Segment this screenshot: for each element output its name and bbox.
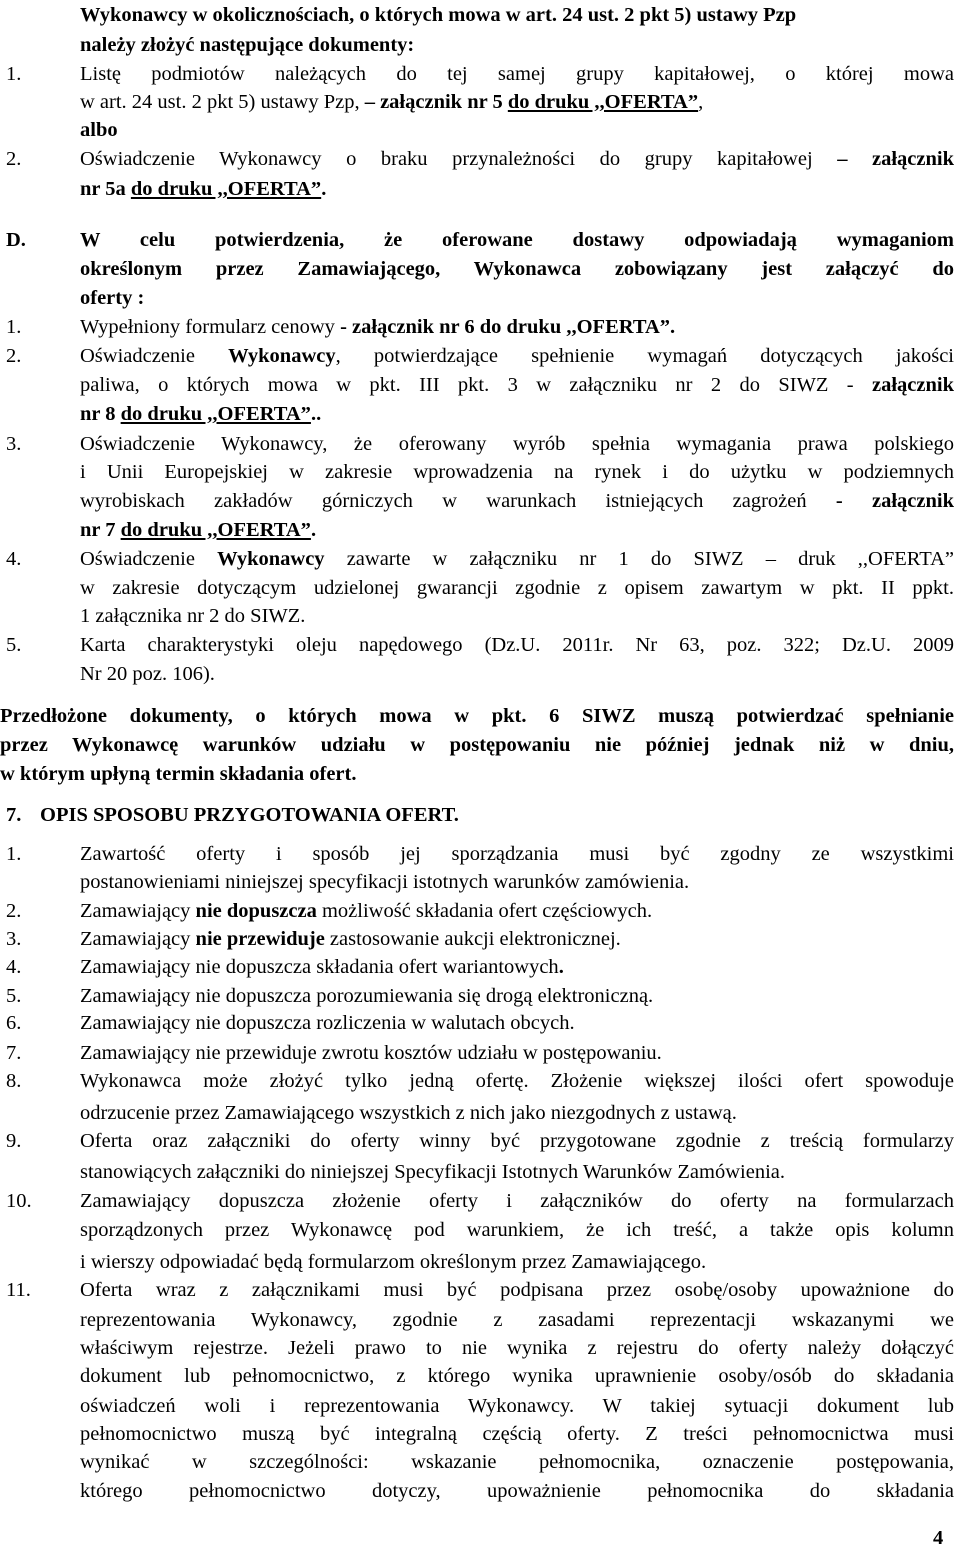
list-number: 6.: [6, 1012, 22, 1034]
line-text: [80, 516, 954, 545]
line-text: [80, 1420, 954, 1449]
list-number: 1.: [6, 843, 22, 865]
text-run: - załącznik: [835, 490, 954, 512]
line-text: [80, 175, 954, 204]
list-number: 2.: [6, 345, 22, 367]
text-run: stanowiących załączniki do niniejszej Specyfikacji Istotnych Warunków Zamówienia.: [80, 1161, 785, 1183]
text-run: Zamawiający: [80, 928, 196, 950]
line-text: [80, 60, 954, 89]
list-number: 7.: [6, 1042, 22, 1064]
line-text: [80, 1009, 954, 1038]
text-run: .: [321, 178, 327, 200]
text-run: Oświadczenie Wykonawcy, że oferowany wyrób spełnia wymagania prawa polskiego: [80, 433, 954, 455]
line-text: [80, 31, 954, 60]
list-number: 1.: [6, 316, 22, 338]
text-run: należy złożyć następujące dokumenty:: [80, 34, 415, 56]
line-text: [80, 313, 954, 342]
text-run: do druku ,,OFERTA”: [130, 178, 322, 200]
list-number: 4.: [6, 956, 22, 978]
list-number: 3.: [6, 433, 22, 455]
text-run: nie dopuszcza: [195, 900, 317, 922]
text-run: Oferta oraz załączniki do oferty winny być przygotowane zgodnie z treścią formularzy: [80, 1130, 954, 1152]
line-text: [0, 760, 954, 789]
text-run: reprezentowania Wykonawcy, zgodnie z zasadami reprezentacji wskazanymi we: [80, 1309, 954, 1331]
line-text: [80, 342, 954, 371]
page-number: 4: [933, 1527, 944, 1549]
text-run: 1 załącznika nr 2 do SIWZ.: [80, 605, 306, 627]
line-text: [80, 953, 954, 982]
text-run: załącznik: [872, 374, 954, 396]
text-run: Wykonawcy: [217, 548, 325, 570]
text-run: Zamawiający nie przewiduje zwrotu kosztów udziału w postępowaniu.: [80, 1042, 662, 1064]
text-run: pełnomocnictwo muszą być integralną częścią oferty. Z treści pełnomocnictwa musi: [80, 1423, 954, 1445]
text-run: Zawartość oferty i sposób jej sporządzania musi być zgodny ze wszystkimi: [80, 843, 954, 865]
text-run: przez Wykonawcę warunków udziału w postępowaniu nie później jednak niż w dniu,: [0, 734, 954, 756]
text-run: W celu potwierdzenia, że oferowane dostawy odpowiadają wymaganiom: [80, 229, 954, 251]
list-number: 5.: [6, 985, 22, 1007]
line-text: [80, 116, 954, 145]
text-run: Oświadczenie: [80, 548, 218, 570]
text-run: Zamawiający dopuszcza złożenie oferty i załączników do oferty na formularzach: [80, 1190, 954, 1212]
text-run: w którym upłyną termin składania ofert.: [0, 763, 357, 785]
list-number: 2.: [6, 148, 22, 170]
text-run: Wykonawcy: [228, 345, 336, 367]
line-text: [80, 487, 954, 516]
text-run: Oświadczenie Wykonawcy o braku przynależności do grupy kapitałowej: [80, 148, 838, 170]
text-run: .: [310, 519, 317, 541]
text-run: ..: [310, 403, 322, 425]
line-text: [80, 602, 954, 631]
text-run: oświadczeń woli i reprezentowania Wykonawcy. W takiej sytuacji dokument lub: [80, 1395, 954, 1417]
text-run: – załącznik nr 5: [364, 91, 508, 113]
line-text: [80, 1039, 954, 1068]
text-run: albo: [80, 119, 118, 141]
line-text: [80, 982, 954, 1011]
text-run: właściwym rejestrze. Jeżeli prawo to nie wynika z rejestru do oferty należy dołączyć: [80, 1337, 954, 1359]
text-run: Oferta wraz z załącznikami musi być podpisana przez osobę/osoby upoważnione do: [80, 1279, 954, 1301]
line-text: [80, 1067, 954, 1096]
line-text: [80, 545, 954, 574]
text-run: - załącznik nr 6 do druku ,,OFERTA”.: [340, 316, 676, 338]
text-run: odrzucenie przez Zamawiającego wszystkich z nich jako niezgodnych z ustawą.: [80, 1102, 737, 1124]
line-text: [80, 1158, 954, 1187]
list-number: 8.: [6, 1070, 22, 1092]
text-run: Listę podmiotów należących do tej samej grupy kapitałowej, o której mowa: [80, 63, 954, 85]
text-run: oferty :: [80, 287, 145, 309]
text-run: Zamawiający nie dopuszcza składania ofert wariantowych: [80, 956, 559, 978]
list-number: 7.: [6, 804, 22, 826]
text-run: nr 8: [80, 403, 121, 425]
line-text: [80, 1306, 954, 1335]
list-number: 3.: [6, 928, 22, 950]
text-run: w zakresie dotyczącym udzielonej gwarancji zgodnie z opisem zawartym w pkt. II ppkt.: [80, 577, 954, 599]
text-run: Karta charakterystyki oleju napędowego (Dz.U. 2011r. Nr 63, poz. 322; Dz.U. 2009: [80, 634, 954, 656]
text-run: Zamawiający: [80, 900, 196, 922]
line-text: [80, 897, 954, 926]
text-run: .: [558, 956, 564, 978]
line-text: [0, 731, 954, 760]
line-text: [80, 371, 954, 400]
line-text: [80, 400, 954, 429]
list-number: 9.: [6, 1130, 22, 1152]
text-run: Zamawiający nie dopuszcza rozliczenia w walutach obcych.: [80, 1012, 575, 1034]
line-text: [0, 702, 954, 731]
text-run: nie przewiduje: [195, 928, 325, 950]
list-number: 11.: [6, 1279, 31, 1301]
line-text: [80, 1362, 954, 1391]
line-text: [80, 1276, 954, 1305]
text-run: – załącznik: [837, 148, 954, 170]
line-text: [80, 1477, 954, 1506]
text-run: wyrobiskach zakładów górniczych w warunkach istniejących zagrożeń: [80, 490, 836, 512]
text-run: Przedłożone dokumenty, o których mowa w pkt. 6 SIWZ muszą potwierdzać spełnianie: [0, 705, 954, 727]
line-text: [80, 430, 954, 459]
text-run: zastosowanie aukcji elektronicznej.: [324, 928, 621, 950]
text-run: wynikać w szczególności: wskazanie pełnomocnika, oznaczenie postępowania,: [80, 1451, 954, 1473]
text-run: dokument lub pełnomocnictwo, z którego wynika uprawnienie osoby/osób do składania: [80, 1365, 954, 1387]
line-text: [80, 574, 954, 603]
line-text: [80, 458, 954, 487]
text-run: Oświadczenie: [80, 345, 229, 367]
line-text: [80, 1448, 954, 1477]
list-number: 4.: [6, 548, 22, 570]
list-number: 10.: [6, 1190, 32, 1212]
line-text: [80, 1127, 954, 1156]
text-run: do druku ,,OFERTA”: [120, 403, 311, 425]
text-run: postanowieniami niniejszej specyfikacji istotnych warunków zamówienia.: [80, 871, 690, 893]
text-run: , potwierdzające spełnienie wymagań dotyczących jakości: [335, 345, 954, 367]
list-number: D.: [6, 229, 26, 251]
text-run: nr 5a: [80, 178, 131, 200]
line-text: [80, 284, 954, 313]
line-text: [80, 255, 954, 284]
line-text: [80, 1392, 954, 1421]
line-text: [80, 840, 954, 869]
text-run: OPIS SPOSOBU PRZYGOTOWANIA OFERT.: [40, 804, 459, 826]
text-run: Nr 20 poz. 106).: [80, 663, 215, 685]
text-run: możliwość składania ofert częściowych.: [316, 900, 653, 922]
line-text: [80, 1099, 954, 1128]
line-text: [40, 801, 954, 830]
text-run: zawarte w załączniku nr 1 do SIWZ – druk ,,OFERTA”: [324, 548, 954, 570]
text-run: Zamawiający nie dopuszcza porozumiewania się drogą elektroniczną.: [80, 985, 654, 1007]
text-run: w art. 24 ust. 2 pkt 5) ustawy Pzp,: [80, 91, 365, 113]
list-number: 2.: [6, 900, 22, 922]
text-run: Wypełniony formularz cenowy: [80, 316, 341, 338]
line-text: [80, 660, 954, 689]
line-text: [80, 1216, 954, 1245]
text-run: paliwa, o których mowa w pkt. III pkt. 3 w załączniku nr 2 do SIWZ -: [80, 374, 872, 396]
line-text: [80, 1187, 954, 1216]
line-text: [80, 868, 954, 897]
text-run: i Unii Europejskiej w zakresie wprowadzenia na rynek i do użytku w podziemnych: [80, 461, 954, 483]
line-text: [80, 631, 954, 660]
text-run: nr 7: [80, 519, 121, 541]
line-text: [80, 925, 954, 954]
text-run: i wierszy odpowiadać będą formularzom określonym przez Zamawiającego.: [80, 1251, 707, 1273]
text-run: sporządzonych przez Wykonawcę pod warunkiem, że ich treść, a także opis kolumn: [80, 1219, 954, 1241]
list-number: 1.: [6, 63, 22, 85]
line-text: [80, 1334, 954, 1363]
text-run: Wykonawca może złożyć tylko jedną ofertę. Złożenie większej ilości ofert spowoduje: [80, 1070, 954, 1092]
line-text: [80, 88, 954, 117]
text-run: Wykonawcy w okolicznościach, o których mowa w art. 24 ust. 2 pkt 5) ustawy Pzp: [80, 4, 797, 26]
list-number: 5.: [6, 634, 22, 656]
line-text: [80, 145, 954, 174]
text-run: do druku ,,OFERTA”: [120, 519, 311, 541]
line-text: [80, 1, 954, 30]
line-text: [80, 1248, 954, 1277]
text-run: do druku ,,OFERTA”: [507, 91, 699, 113]
text-run: ,: [698, 91, 704, 113]
line-text: [80, 226, 954, 255]
text-run: określonym przez Zamawiającego, Wykonawca zobowiązany jest załączyć do: [80, 258, 954, 280]
text-run: którego pełnomocnictwo dotyczy, upoważnienie pełnomocnika do składania: [80, 1480, 954, 1502]
